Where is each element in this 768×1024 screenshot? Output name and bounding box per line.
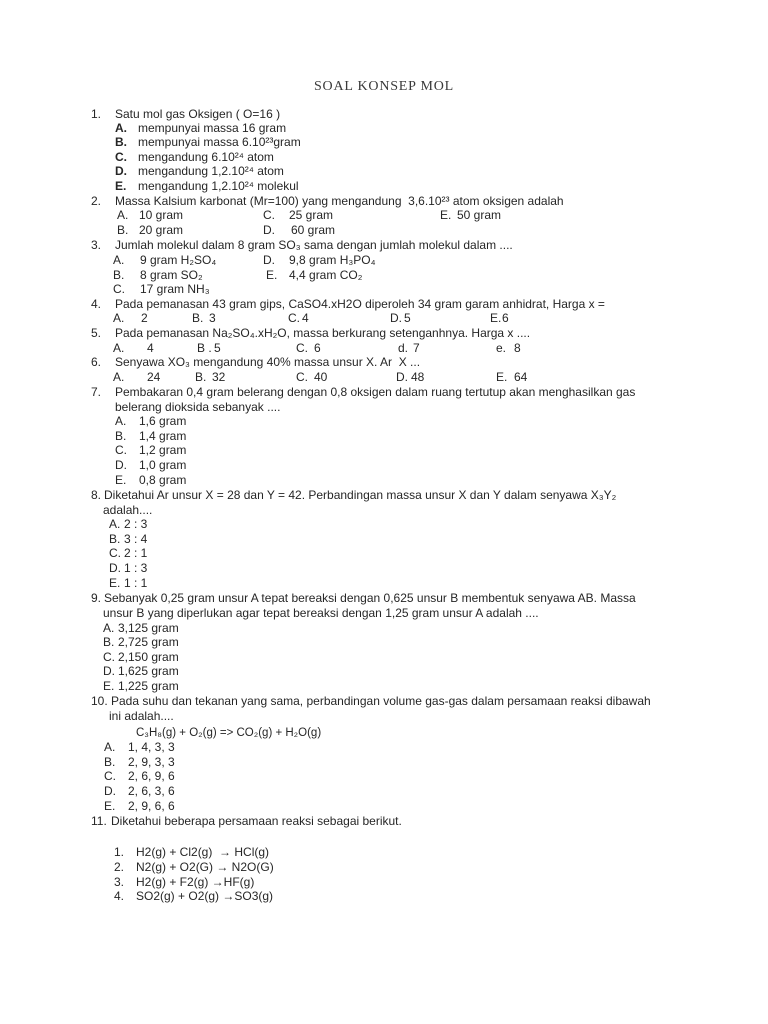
option-letter: D.: [263, 223, 275, 237]
question-stem: [0, 326, 768, 341]
question-number: 2.: [91, 194, 102, 208]
option-b: [0, 532, 768, 547]
option-text: 4,4 gram CO₂: [289, 268, 363, 282]
question-stem: [0, 355, 768, 370]
reaction-number: 2.: [114, 860, 125, 874]
option-letter: C.: [103, 650, 115, 664]
option-letter: B.: [195, 370, 207, 384]
option-letter: D.: [396, 370, 408, 384]
option-text: 6: [314, 341, 321, 355]
option-d: [0, 784, 768, 799]
question-number: 10.: [91, 694, 108, 708]
question-number: 11.: [91, 814, 107, 828]
option-text: 2 : 1: [124, 546, 148, 560]
question-text: Diketahui Ar unsur X = 28 dan Y = 42. Perbandingan massa unsur X dan Y dalam senyawa X₃Y₂: [104, 488, 617, 502]
option-letter: C.: [288, 311, 300, 325]
option-letter: A.: [117, 208, 129, 222]
question-text: Pembakaran 0,4 gram belerang dengan 0,8 oksigen dalam ruang tertutup akan menghasilkan gas: [115, 385, 636, 399]
option-c: [0, 769, 768, 784]
option-text: 1,2 gram: [139, 443, 187, 457]
option-text: 2, 6, 9, 6: [128, 769, 175, 783]
option-row: [0, 223, 768, 238]
option-d: [0, 458, 768, 473]
option-letter: D.: [104, 784, 116, 798]
option-text: 9 gram H₂SO₄: [140, 253, 217, 267]
option-letter: B.: [104, 755, 116, 769]
reaction-item: [0, 845, 768, 860]
option-row: [0, 311, 768, 326]
option-letter: A.: [113, 311, 125, 325]
question-stem-continued: [0, 606, 768, 621]
option-letter: E.: [115, 179, 127, 193]
option-text: 7: [413, 341, 420, 355]
option-letter: C.: [296, 370, 308, 384]
option-text: 6: [502, 311, 509, 325]
reaction-equation: [0, 726, 768, 741]
option-text: 20 gram: [139, 223, 184, 237]
option-text: 2, 9, 6, 6: [128, 799, 175, 813]
option-a: [0, 517, 768, 532]
option-letter: D.: [115, 458, 127, 472]
option-text: 4: [302, 311, 309, 325]
option-text: 2 : 3: [124, 517, 148, 531]
question-text: Senyawa XO₃ mengandung 40% massa unsur X. Ar X ...: [115, 355, 421, 369]
option-text: 8: [514, 341, 521, 355]
option-a: [0, 414, 768, 429]
option-c: [0, 650, 768, 665]
option-letter: B.: [192, 311, 204, 325]
option-text: 10 gram: [139, 208, 184, 222]
option-letter: B.: [115, 429, 127, 443]
option-letter: E.: [496, 370, 508, 384]
question-number: 8.: [91, 488, 102, 502]
question-text: unsur B yang diperlukan agar tepat bereaksi dengan 1,25 gram unsur A adalah ....: [103, 606, 539, 620]
option-a: [0, 740, 768, 755]
option-d: [0, 561, 768, 576]
option-text: 3,125 gram: [118, 621, 179, 635]
option-letter: B .: [197, 341, 212, 355]
option-b: [0, 429, 768, 444]
option-letter: E.: [104, 799, 116, 813]
page-title: SOAL KONSEP MOL: [313, 79, 455, 94]
option-text: 9,8 gram H₃PO₄: [289, 253, 376, 267]
option-text: 25 gram: [289, 208, 334, 222]
reaction-item: [0, 875, 768, 890]
option-a: [0, 621, 768, 636]
option-a: [0, 121, 768, 136]
question-stem-continued: [0, 400, 768, 415]
option-c: [0, 546, 768, 561]
option-letter: A.: [103, 621, 115, 635]
option-letter: B.: [115, 135, 127, 149]
option-letter: E.: [490, 311, 502, 325]
option-text: 2,725 gram: [118, 635, 179, 649]
option-row: [0, 341, 768, 356]
option-text: 1,6 gram: [139, 414, 187, 428]
option-row: [0, 370, 768, 385]
option-text: 1,625 gram: [118, 664, 179, 678]
option-c: [0, 443, 768, 458]
option-text: 2, 6, 3, 6: [128, 784, 175, 798]
reaction-text: H2(g) + F2(g) →HF(g): [136, 875, 255, 889]
option-e: [0, 179, 768, 194]
question-number: 7.: [91, 385, 102, 399]
option-text: 60 gram: [291, 223, 336, 237]
option-letter: d.: [398, 341, 409, 355]
question-number: 5.: [91, 326, 102, 340]
question-text: Jumlah molekul dalam 8 gram SO₃ sama dengan jumlah molekul dalam ....: [115, 238, 513, 252]
option-text: 2, 9, 3, 3: [128, 755, 175, 769]
option-text: 0,8 gram: [139, 473, 187, 487]
option-b: [0, 755, 768, 770]
option-letter: A.: [115, 414, 127, 428]
option-letter: B.: [103, 635, 115, 649]
option-letter: A.: [115, 121, 127, 135]
option-letter: E.: [115, 473, 127, 487]
option-text: mempunyai massa 16 gram: [138, 121, 287, 135]
option-letter: A.: [104, 740, 116, 754]
option-text: 2: [141, 311, 148, 325]
option-e: [0, 679, 768, 694]
question-stem: [0, 591, 768, 606]
reaction-number: 4.: [114, 889, 125, 903]
option-row: [0, 282, 768, 297]
option-letter: E.: [103, 679, 115, 693]
reaction-text: H2(g) + Cl2(g) → HCl(g): [136, 845, 270, 859]
question-stem: [0, 107, 768, 122]
option-letter: C.: [115, 443, 127, 457]
option-letter: C.: [104, 769, 116, 783]
question-text: Satu mol gas Oksigen ( O=16 ): [115, 107, 281, 121]
question-stem: [0, 297, 768, 312]
option-text: 50 gram: [457, 208, 502, 222]
question-text: ini adalah....: [109, 709, 174, 723]
question-text: Pada pemanasan 43 gram gips, CaSO4.xH2O diperoleh 34 gram garam anhidrat, Harga x =: [115, 297, 605, 311]
option-letter: D.: [390, 311, 402, 325]
reaction-text: SO2(g) + O2(g) →SO3(g): [136, 889, 274, 903]
option-letter: E.: [109, 576, 121, 590]
reaction-number: 1.: [114, 845, 125, 859]
option-letter: B.: [117, 223, 129, 237]
option-text: 5: [214, 341, 221, 355]
question-stem: [0, 194, 768, 209]
option-text: mengandung 1,2.10²⁴ atom: [138, 164, 284, 178]
question-number: 1.: [91, 107, 102, 121]
option-text: 17 gram NH₃: [140, 282, 210, 296]
option-text: 1 : 3: [124, 561, 148, 575]
option-text: 1 : 1: [124, 576, 148, 590]
question-number: 6.: [91, 355, 102, 369]
question-text: Pada suhu dan tekanan yang sama, perbandingan volume gas-gas dalam persamaan reaksi dibawah: [111, 694, 651, 708]
option-text: 5: [404, 311, 411, 325]
option-letter: A.: [113, 253, 125, 267]
option-letter: C.: [296, 341, 308, 355]
question-stem: [0, 694, 768, 709]
option-letter: C.: [113, 282, 125, 296]
option-text: 1, 4, 3, 3: [128, 740, 175, 754]
question-text: adalah....: [103, 503, 153, 517]
option-d: [0, 164, 768, 179]
option-letter: E.: [440, 208, 452, 222]
option-letter: D.: [115, 164, 127, 178]
question-text: Massa Kalsium karbonat (Mr=100) yang mengandung 3,6.10²³ atom oksigen adalah: [115, 194, 564, 208]
option-letter: C.: [115, 150, 127, 164]
option-e: [0, 799, 768, 814]
option-text: mempunyai massa 6.10²³gram: [138, 135, 301, 149]
option-letter: D.: [263, 253, 275, 267]
reaction-item: [0, 860, 768, 875]
option-text: 8 gram SO₂: [140, 268, 203, 282]
option-letter: E.: [266, 268, 278, 282]
option-b: [0, 635, 768, 650]
reaction-number: 3.: [114, 875, 125, 889]
question-text: Sebanyak 0,25 gram unsur A tepat bereaksi dengan 0,625 unsur B membentuk senyawa AB. Massa: [104, 591, 636, 605]
option-e: [0, 576, 768, 591]
question-stem-continued: [0, 503, 768, 518]
question-number: 9.: [91, 591, 102, 605]
question-stem-continued: [0, 709, 768, 724]
option-text: 48: [411, 370, 425, 384]
option-letter: A.: [113, 341, 125, 355]
option-letter: D.: [109, 561, 121, 575]
question-stem: [0, 385, 768, 400]
option-letter: C.: [263, 208, 275, 222]
question-stem: [0, 814, 768, 829]
option-text: 64: [514, 370, 528, 384]
option-e: [0, 473, 768, 488]
option-letter: C.: [109, 546, 121, 560]
option-letter: B.: [113, 268, 125, 282]
reaction-item: [0, 889, 768, 904]
option-letter: A.: [109, 517, 121, 531]
question-stem: [0, 238, 768, 253]
option-row: [0, 253, 768, 268]
option-text: 3 : 4: [124, 532, 148, 546]
reaction-text: N2(g) + O2(G) → N2O(G): [136, 860, 274, 874]
option-text: 1,4 gram: [139, 429, 187, 443]
question-text: belerang dioksida sebanyak ....: [115, 400, 281, 414]
option-text: 4: [147, 341, 154, 355]
question-number: 4.: [91, 297, 102, 311]
option-letter: e.: [496, 341, 507, 355]
question-text: Diketahui beberapa persamaan reaksi sebagai berikut.: [111, 814, 402, 828]
question-number: 3.: [91, 238, 102, 252]
option-row: [0, 208, 768, 223]
equation-text: C₃H₈(g) + O₂(g) => CO₂(g) + H₂O(g): [136, 727, 322, 739]
option-text: 2,150 gram: [118, 650, 179, 664]
option-letter: D.: [103, 664, 115, 678]
question-text: Pada pemanasan Na₂SO₄.xH₂O, massa berkurang setenganhnya. Harga x ....: [115, 326, 531, 340]
option-row: [0, 268, 768, 283]
option-b: [0, 135, 768, 150]
option-text: 24: [147, 370, 161, 384]
option-d: [0, 664, 768, 679]
option-text: 3: [209, 311, 216, 325]
option-c: [0, 150, 768, 165]
option-text: 40: [314, 370, 328, 384]
option-text: mengandung 1,2.10²⁴ molekul: [138, 179, 299, 193]
option-letter: A.: [113, 370, 125, 384]
option-text: 32: [212, 370, 226, 384]
option-text: 1,225 gram: [118, 679, 179, 693]
option-text: mengandung 6.10²⁴ atom: [138, 150, 274, 164]
option-letter: B.: [109, 532, 121, 546]
option-text: 1,0 gram: [139, 458, 187, 472]
question-stem: [0, 488, 768, 503]
